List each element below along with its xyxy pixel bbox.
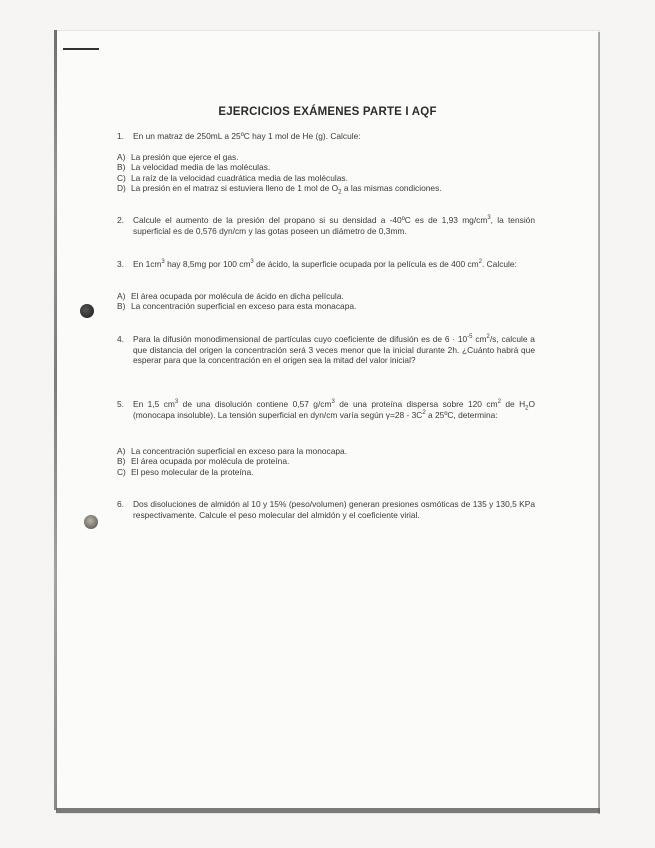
scan-edge-right — [598, 32, 600, 814]
option-letter: C) — [117, 466, 126, 477]
option-text: La velocidad media de las moléculas. — [131, 162, 271, 173]
option-text: El área ocupada por molécula de ácido en dicha película. — [131, 291, 344, 301]
list-item — [117, 446, 347, 456]
question-3-number: 3. — [117, 259, 124, 269]
question-3-text: En $1cm^3$ hay 8,5mg por 100 $cm^3$ de ácido, la superficie ocupada por la película es de 400 $cm^2$. Calcule: — [133, 259, 517, 269]
question-1-options — [117, 152, 442, 194]
option-text: La raíz de la velocidad cuadrática media de las moléculas. — [131, 172, 348, 183]
scan-edge-bottom — [56, 808, 600, 813]
question-4-text: Para la difusión monodimensional de partículas cuyo coeficiente de difusión es de $6 \cdot 10^{-5}$ $cm^2/s$, calcule a que distancia del origen la concentración será 3 veces menor que la inicial durante 2h. ¿Cuánto habrá que esperar para que la concentración en el origen sea la mitad del valor inicial? — [133, 334, 535, 366]
question-3-options — [117, 291, 356, 312]
question-1-text: En un matraz de 250mL a 25ºC hay 1 mol de He (g). Calcule: — [133, 131, 361, 141]
option-letter: A) — [117, 291, 126, 301]
option-letter: B) — [117, 456, 126, 467]
list-item — [117, 162, 442, 172]
question-2-text: Calcule el aumento de la presión del propano si su densidad a -40ºC es de 1,93 $mg/cm^3$, la tensión superficial es de 0,576 dyn/cm y las gotas poseen un diámetro de 0,3mm. — [133, 215, 535, 236]
question-5-number: 5. — [117, 399, 124, 409]
punch-hole-icon — [80, 304, 94, 318]
option-letter: B) — [117, 301, 126, 312]
list-item — [117, 301, 356, 311]
option-text: La presión en el matraz si estuviera lleno de 1 mol de $O_2$ a las mismas condiciones. — [131, 183, 442, 196]
option-text: La concentración superficial en exceso para la monocapa. — [131, 446, 348, 456]
punch-hole-icon — [84, 515, 98, 529]
question-6-text: Dos disoluciones de almidón al 10 y 15% (peso/volumen) generan presiones osmóticas de 135 y 130,5 KPa respectivamente. Calcule el peso molecular del almidón y el coeficiente virial. — [133, 499, 535, 520]
question-4-number: 4. — [117, 334, 124, 344]
corner-mark — [63, 48, 99, 50]
list-item — [117, 183, 442, 196]
option-text: La concentración superficial en exceso para esta monacapa. — [131, 301, 357, 312]
option-letter: D) — [117, 183, 126, 194]
list-item — [117, 173, 442, 183]
question-6-number: 6. — [117, 499, 124, 509]
paper-sheet — [56, 30, 600, 814]
question-5-text: En 1,5 $cm^3$ de una disolución contiene 0,57 $g/cm^3$ de una proteína dispersa sobre 120 $cm^2$ de $H_2O$ (monocapa insoluble). La tensión superficial en dyn/cm varía según $\gamma=28 - 3C^2$ a 25ºC, determina: — [133, 399, 535, 420]
option-text: El área ocupada por molécula de proteína. — [131, 456, 290, 467]
question-2-number: 2. — [117, 215, 124, 225]
list-item — [117, 152, 442, 162]
option-letter: A) — [117, 446, 126, 456]
list-item — [117, 456, 347, 466]
question-1-number: 1. — [117, 131, 124, 141]
option-text: El peso molecular de la proteína. — [131, 466, 254, 477]
page-title: EJERCICIOS EXÁMENES PARTE I AQF — [218, 106, 437, 118]
option-letter: B) — [117, 162, 126, 173]
option-letter: C) — [117, 172, 126, 183]
option-text: La presión que ejerce el gas. — [131, 152, 239, 162]
scan-edge-left — [54, 30, 57, 810]
list-item — [117, 291, 356, 301]
option-letter: A) — [117, 152, 126, 162]
question-5-options — [117, 446, 347, 477]
list-item — [117, 467, 347, 477]
